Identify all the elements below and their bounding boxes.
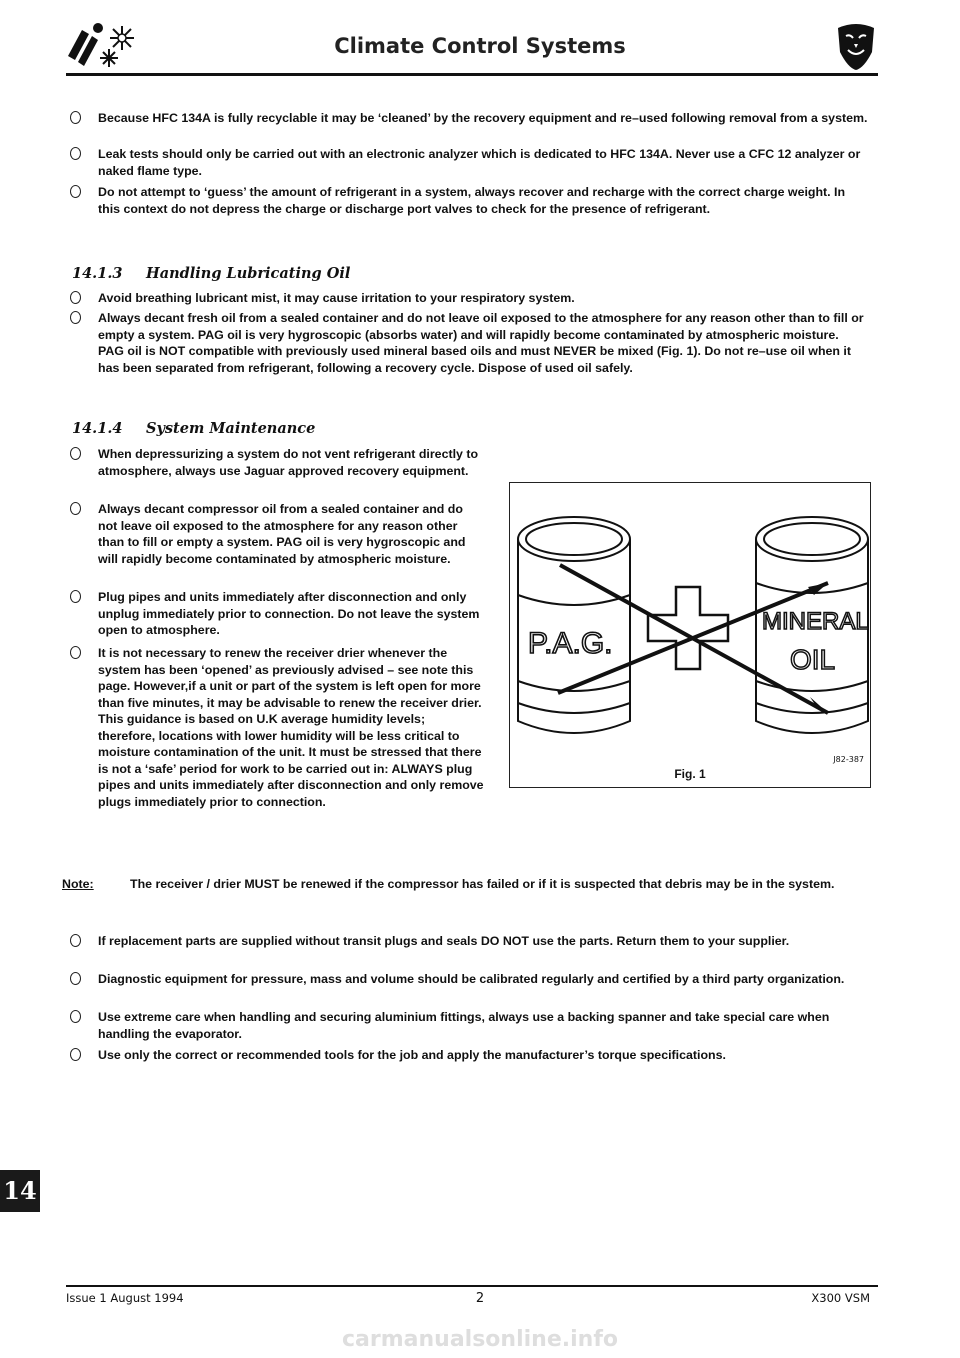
bullet-compressor-oil: Always decant compressor oil from a sealed container and do not leave oil exposed to the atmosphere for any reason other than to fill or empty a system. PAG oil is very hygroscopic and will rapidly become contaminated by atmospheric moisture.: [98, 501, 484, 567]
bullet-leak-test: Leak tests should only be carried out with an electronic analyzer which is dedicated to HFC 134A. Never use a CFC 12 analyzer or naked flame type.: [98, 146, 868, 179]
bullet-circle-icon: [70, 311, 81, 324]
footer-rule: [66, 1285, 878, 1287]
oil-cans-illustration: [510, 483, 870, 765]
bullet-depressurizing: When depressurizing a system do not vent refrigerant directly to atmosphere, always use Jaguar approved recovery equipment.: [98, 446, 484, 479]
footer-issue: Issue 1 August 1994: [66, 1291, 184, 1305]
bullet-aluminium-fittings: Use extreme care when handling and securing aluminium fittings, always use a backing spanner and take special care when handling the evaporator.: [98, 1009, 868, 1042]
bullet-circle-icon: [70, 1010, 81, 1023]
bullet-receiver-drier: It is not necessary to renew the receiver drier whenever the system has been ‘opened’ as previously advised – see note this page. However,if a unit or part of the system is left open for more than five minutes, it may be advisable to renew the receiver drier. This guidance is based on U.K average humidity levels; therefore, locations with lower humidity will be less critical to moisture contamination of the unit. It must be stressed that there is not a ‘safe’ period for work to be carried out in: ALWAYS plug pipes and units immediately after disconnection and only remove plugs immediately prior to connection.: [98, 645, 484, 810]
bullet-circle-icon: [70, 111, 81, 124]
bullet-circle-icon: [70, 502, 81, 515]
watermark: carmanualsonline.info: [342, 1327, 618, 1352]
bullet-circle-icon: [70, 185, 81, 198]
footer-manual-code: X300 VSM: [811, 1291, 870, 1305]
figure-caption: Fig. 1: [674, 767, 706, 781]
bullet-transit-plugs: If replacement parts are supplied without transit plugs and seals DO NOT use the parts. Return them to your supplier.: [98, 933, 868, 950]
note-receiver-drier: [62, 876, 872, 893]
bullet-circle-icon: [70, 590, 81, 603]
figure-code: J82-387: [833, 755, 864, 764]
right-can-label-top: MINERAL: [762, 608, 869, 635]
bullet-lubricant-mist: Avoid breathing lubricant mist, it may cause irritation to your respiratory system.: [98, 290, 868, 307]
bullet-circle-icon: [70, 972, 81, 985]
bullet-charge-weight: Do not attempt to ‘guess’ the amount of refrigerant in a system, always recover and recharge with the correct charge weight. In this context do not depress the charge or discharge port valves to check for the presence of refrigerant.: [98, 184, 868, 217]
bullet-circle-icon: [70, 147, 81, 160]
bullet-decant-oil: Always decant fresh oil from a sealed container and do not leave oil exposed to the atmosphere for any reason other than to fill or empty a system. PAG oil is very hygroscopic (absorbs water) and will rapidly become contaminated by atmospheric moisture. PAG oil is NOT compatible with previously used mineral based oils and must NEVER be mixed (Fig. 1). Do not re–use oil when it has been separated from refrigerant, following a recovery cycle. Dispose of used oil safely.: [98, 310, 868, 376]
bullet-circle-icon: [70, 447, 81, 460]
note-text: The receiver / drier MUST be renewed if the compressor has failed or if it is suspected that debris may be in the system.: [130, 877, 835, 891]
section-heading-oil: 14.1.3 Handling Lubricating Oil: [72, 265, 351, 282]
bullet-circle-icon: [70, 934, 81, 947]
section-tab: 14: [0, 1170, 40, 1212]
bullet-circle-icon: [70, 1048, 81, 1061]
header-rule: [66, 73, 878, 76]
bullet-calibration: Diagnostic equipment for pressure, mass and volume should be calibrated regularly and certified by a third party organization.: [98, 971, 868, 988]
jaguar-head-icon: [834, 22, 878, 72]
note-label: Note:: [62, 877, 94, 891]
bullet-plug-pipes: Plug pipes and units immediately after disconnection and only unplug immediately prior to connection. Do not leave the system open to atmosphere.: [98, 589, 484, 639]
bullet-circle-icon: [70, 646, 81, 659]
left-can-label: P.A.G.: [528, 627, 613, 660]
right-can-label-bottom: OIL: [790, 644, 836, 675]
figure-oil-mixing: [509, 482, 871, 788]
bullet-circle-icon: [70, 291, 81, 304]
bullet-correct-tools: Use only the correct or recommended tools for the job and apply the manufacturer’s torque specifications.: [98, 1047, 868, 1064]
bullet-recycle: Because HFC 134A is fully recyclable it may be ‘cleaned’ by the recovery equipment and re–used following removal from a system.: [98, 110, 868, 127]
footer-page-number: 2: [475, 1291, 485, 1306]
page-title: Climate Control Systems: [334, 34, 626, 58]
section-heading-maintenance: 14.1.4 System Maintenance: [72, 420, 316, 437]
